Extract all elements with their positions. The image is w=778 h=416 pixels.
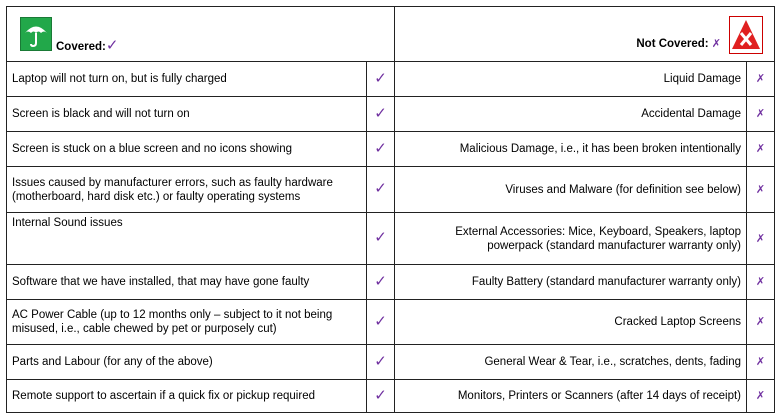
cross-icon: ✗ <box>755 390 766 402</box>
check-cell <box>367 97 395 132</box>
header-row <box>7 7 775 62</box>
cross-cell <box>747 380 775 413</box>
cross-icon: ✗ <box>755 316 766 328</box>
not-covered-item: External Accessories: Mice, Keyboard, Speakers, laptop powerpack (standard manufacturer warranty only) <box>395 213 747 265</box>
cross-icon: ✗ <box>711 38 721 50</box>
not-covered-item: Liquid Damage <box>395 62 747 97</box>
table-row <box>7 265 775 300</box>
check-cell <box>367 132 395 167</box>
not-covered-item: Viruses and Malware (for definition see below) <box>395 167 747 213</box>
warning-x-icon <box>729 16 763 54</box>
cross-cell <box>747 97 775 132</box>
table-row <box>7 213 775 265</box>
cross-cell <box>747 345 775 380</box>
check-cell <box>367 345 395 380</box>
table-row <box>7 97 775 132</box>
check-icon: ✓ <box>374 229 387 246</box>
not-covered-item: Faulty Battery (standard manufacturer warranty only) <box>395 265 747 300</box>
check-cell <box>367 167 395 213</box>
covered-label: Covered:✓ <box>56 37 119 54</box>
check-icon: ✓ <box>374 352 387 370</box>
cross-icon: ✗ <box>755 73 766 85</box>
cross-cell <box>747 213 775 265</box>
not-covered-header-cell <box>395 7 775 62</box>
covered-header-cell <box>7 7 395 62</box>
check-cell <box>367 300 395 345</box>
check-cell <box>367 265 395 300</box>
cross-icon: ✗ <box>755 232 766 245</box>
not-covered-label: Not Covered: ✗ <box>636 38 721 50</box>
table-row <box>7 167 775 213</box>
check-icon: ✓ <box>374 386 387 404</box>
covered-item: Parts and Labour (for any of the above) <box>7 345 367 380</box>
covered-item: Screen is black and will not turn on <box>7 97 367 132</box>
check-icon: ✓ <box>374 69 387 87</box>
table-row <box>7 380 775 413</box>
not-covered-item: Cracked Laptop Screens <box>395 300 747 345</box>
cross-cell <box>747 265 775 300</box>
cross-icon: ✗ <box>755 143 766 155</box>
covered-item: Issues caused by manufacturer errors, such as faulty hardware (motherboard, hard disk etc.) or faulty operating systems <box>7 167 367 213</box>
check-cell <box>367 213 395 265</box>
umbrella-icon <box>20 17 52 51</box>
check-icon: ✓ <box>374 272 387 290</box>
covered-item: Internal Sound issues <box>7 213 367 265</box>
check-icon: ✓ <box>374 139 387 157</box>
cross-icon: ✗ <box>755 276 766 288</box>
table-row <box>7 300 775 345</box>
check-cell <box>367 62 395 97</box>
cross-icon: ✗ <box>755 183 766 196</box>
check-icon: ✓ <box>374 104 387 122</box>
check-icon: ✓ <box>374 312 387 330</box>
cross-icon: ✗ <box>755 108 766 120</box>
not-covered-item: Malicious Damage, i.e., it has been broken intentionally <box>395 132 747 167</box>
not-covered-item: Accidental Damage <box>395 97 747 132</box>
table-row <box>7 132 775 167</box>
cross-icon: ✗ <box>755 356 766 368</box>
cross-cell <box>747 62 775 97</box>
cross-cell <box>747 167 775 213</box>
not-covered-item: Monitors, Printers or Scanners (after 14 days of receipt) <box>395 380 747 413</box>
coverage-table <box>6 6 775 413</box>
cross-cell <box>747 300 775 345</box>
table-row <box>7 62 775 97</box>
not-covered-item: General Wear & Tear, i.e., scratches, dents, fading <box>395 345 747 380</box>
covered-item: Laptop will not turn on, but is fully charged <box>7 62 367 97</box>
cross-cell <box>747 132 775 167</box>
check-icon: ✓ <box>374 180 387 197</box>
check-cell <box>367 380 395 413</box>
covered-item: Screen is stuck on a blue screen and no icons showing <box>7 132 367 167</box>
covered-item: Software that we have installed, that may have gone faulty <box>7 265 367 300</box>
table-row <box>7 345 775 380</box>
covered-item: Remote support to ascertain if a quick fix or pickup required <box>7 380 367 413</box>
covered-item: AC Power Cable (up to 12 months only – subject to it not being misused, i.e., cable chewed by pet or purposely cut) <box>7 300 367 345</box>
check-icon: ✓ <box>105 37 119 54</box>
